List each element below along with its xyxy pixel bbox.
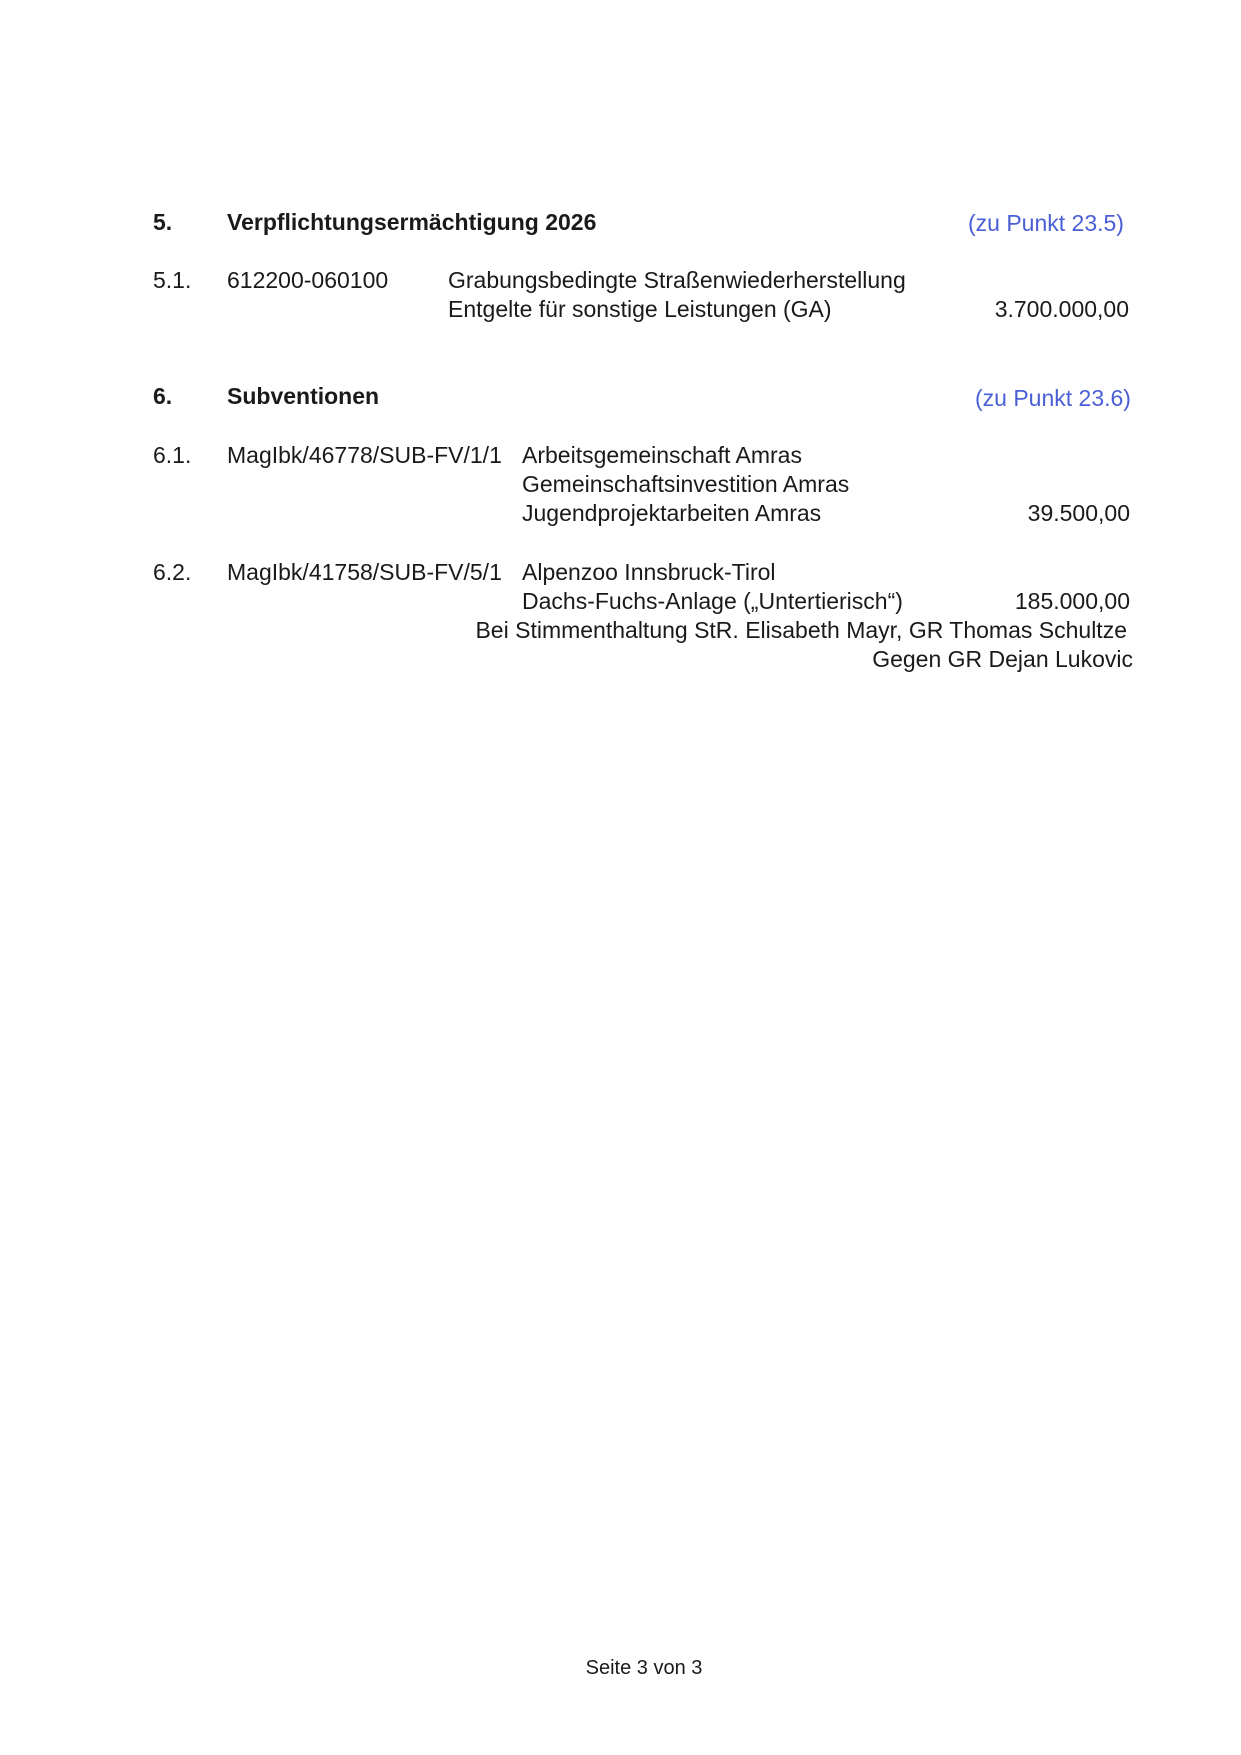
item-6-2-line-2: Dachs-Fuchs-Anlage („Untertierisch“) (522, 588, 903, 614)
item-5-1-amount: 3.700.000,00 (994, 296, 1129, 322)
item-6-2-line-1: Alpenzoo Innsbruck-Tirol (522, 559, 776, 585)
item-6-2-amount: 185.000,00 (1014, 588, 1130, 614)
item-6-1-amount: 39.500,00 (1027, 500, 1130, 526)
item-5-1-number: 5.1. (153, 267, 192, 293)
item-6-1-code: MagIbk/46778/SUB-FV/1/1 (227, 442, 502, 468)
item-6-1-line-1: Arbeitsgemeinschaft Amras (522, 442, 802, 468)
section-6-number: 6. (153, 383, 173, 409)
item-6-2-number: 6.2. (153, 559, 192, 585)
item-6-1-line-3: Jugendprojektarbeiten Amras (522, 500, 822, 526)
item-5-1-line-2: Entgelte für sonstige Leistungen (GA) (448, 296, 832, 322)
item-5-1-line-1: Grabungsbedingte Straßenwiederherstellung (448, 267, 906, 293)
item-6-1-line-2: Gemeinschaftsinvestition Amras (522, 471, 850, 497)
section-6-ref: (zu Punkt 23.6) (975, 385, 1131, 411)
item-6-2-code: MagIbk/41758/SUB-FV/5/1 (227, 559, 502, 585)
item-6-1-number: 6.1. (153, 442, 192, 468)
page-number: Seite 3 von 3 (585, 1657, 703, 1679)
item-5-1-code: 612200-060100 (227, 267, 389, 293)
section-5-ref: (zu Punkt 23.5) (968, 210, 1124, 236)
item-6-2-note-1: Bei Stimmenthaltung StR. Elisabeth Mayr, GR Thomas Schultze (475, 617, 1127, 643)
section-5-number: 5. (153, 209, 173, 235)
section-5-title: Verpflichtungsermächtigung 2026 (227, 209, 597, 235)
item-6-2-note-2: Gegen GR Dejan Lukovic (872, 646, 1133, 672)
section-6-title: Subventionen (227, 383, 380, 409)
